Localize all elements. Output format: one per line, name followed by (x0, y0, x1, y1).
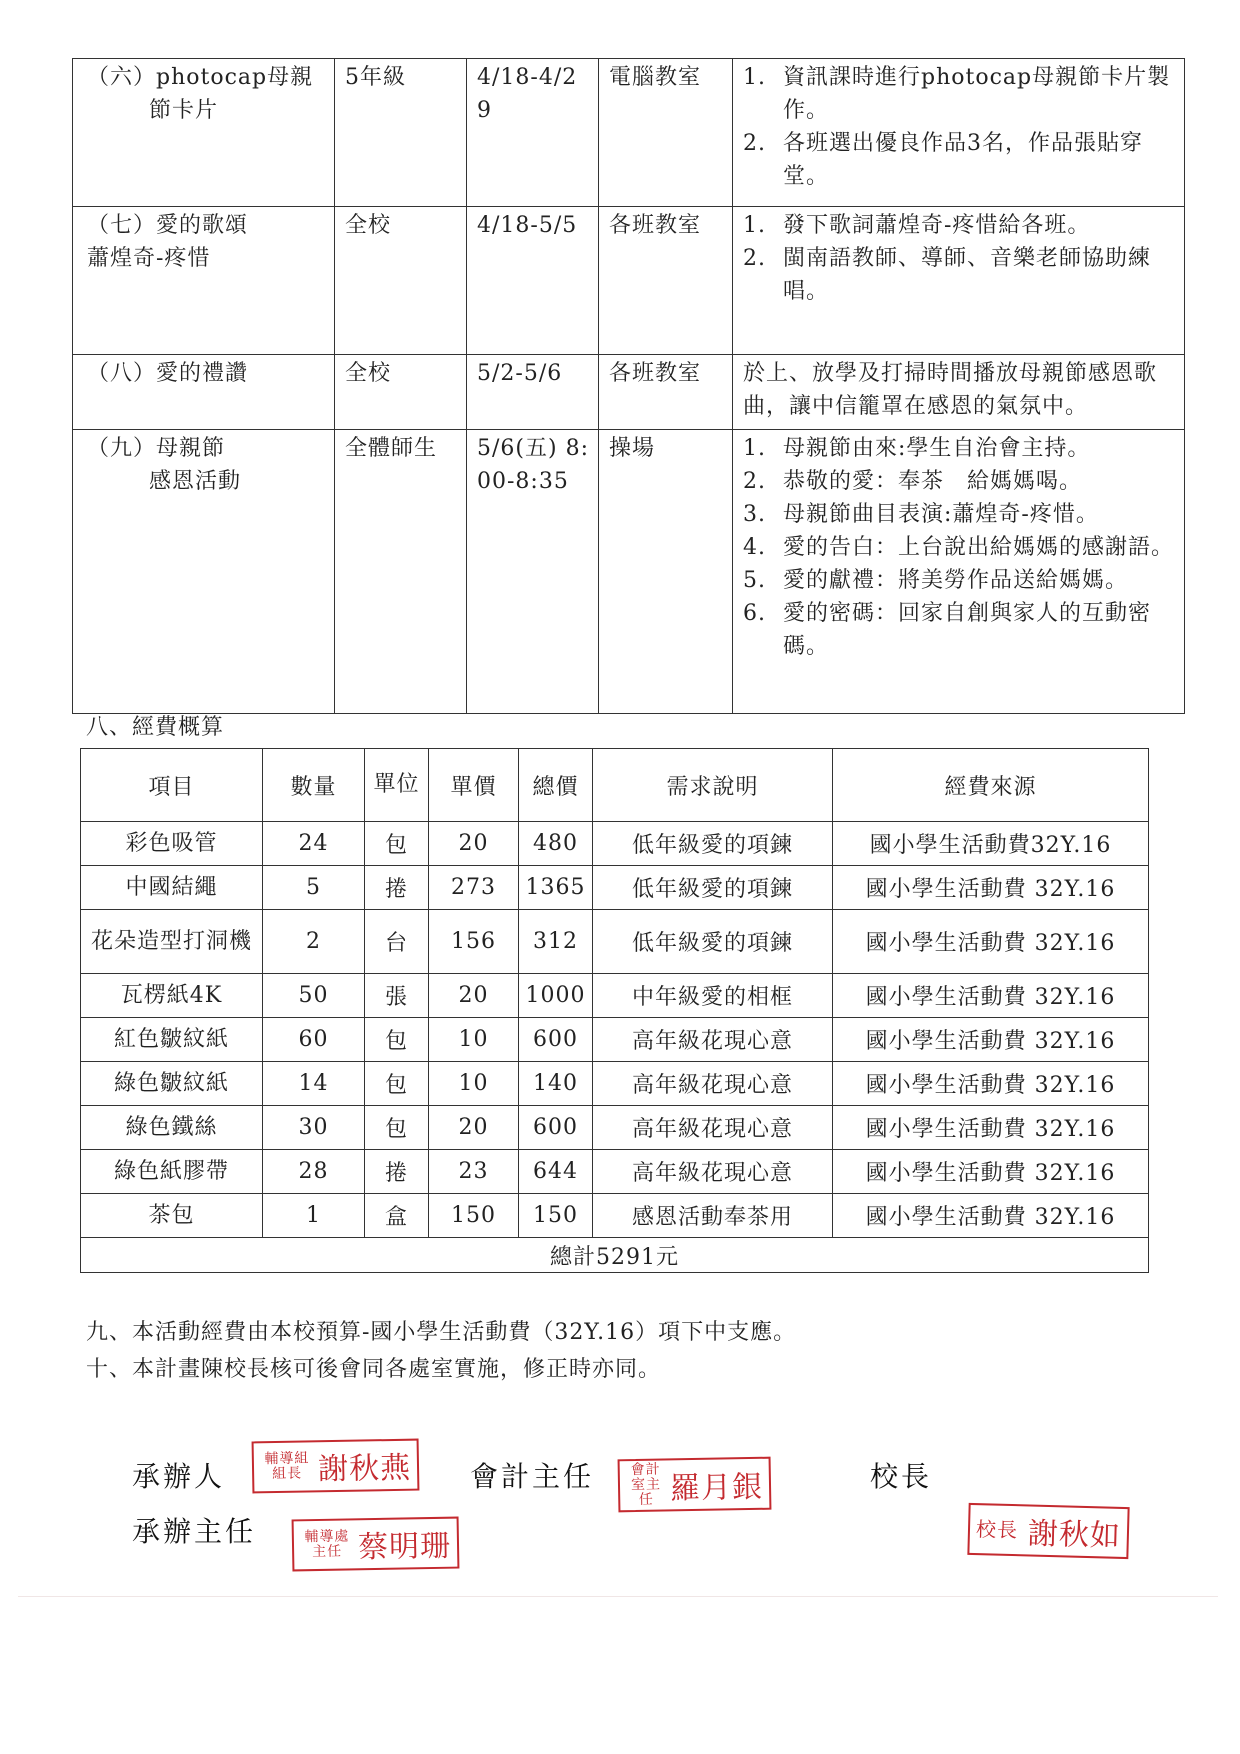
activity-details (733, 59, 1185, 207)
detail-item (743, 597, 1176, 663)
detail-num: 1. (743, 213, 766, 238)
activity-name (73, 355, 335, 430)
budget-item: 綠色鐵絲 (81, 1106, 263, 1150)
detail-num: 5. (743, 568, 766, 593)
budget-row (81, 866, 1149, 910)
detail-text: 愛的密碼：回家自創與家人的互動密碼。 (783, 601, 1152, 659)
budget-source: 國小學生活動費 32Y.16 (833, 910, 1149, 974)
budget-price: 10 (429, 1018, 519, 1062)
budget-qty: 28 (263, 1150, 365, 1194)
activity-details (733, 430, 1185, 714)
activity-grade: 5年級 (335, 59, 467, 207)
activity-row (73, 207, 1185, 355)
budget-total-price: 600 (519, 1106, 593, 1150)
handler-stamp-title: 輔導組組長 (264, 1450, 310, 1483)
detail-num: 1. (743, 436, 766, 461)
activity-place: 電腦教室 (599, 59, 733, 207)
budget-purpose: 低年級愛的項鍊 (593, 822, 833, 866)
activity-row (73, 430, 1185, 714)
budget-price: 20 (429, 1106, 519, 1150)
activity-name-line1: （六）photocap母親 (87, 65, 314, 90)
principal-stamp-title: 校長 (975, 1516, 1019, 1542)
activity-name-line1: （七）愛的歌頌 (87, 213, 249, 238)
activity-name-line1: （八）愛的禮讚 (87, 361, 249, 386)
activity-details (733, 207, 1185, 355)
budget-row (81, 1062, 1149, 1106)
budget-purpose: 低年級愛的項鍊 (593, 866, 833, 910)
budget-col-item: 項目 (81, 749, 263, 822)
budget-purpose: 中年級愛的相框 (593, 974, 833, 1018)
activity-date: 4/18-5/5 (467, 207, 599, 355)
detail-text: 閩南語教師、導師、音樂老師協助練唱。 (783, 246, 1152, 304)
activity-name-line1: （九）母親節 (87, 436, 226, 461)
budget-item: 茶包 (81, 1194, 263, 1238)
budget-qty: 50 (263, 974, 365, 1018)
activity-place: 各班教室 (599, 207, 733, 355)
detail-text: 愛的告白：上台說出給媽媽的感謝語。 (783, 535, 1175, 560)
activity-place: 各班教室 (599, 355, 733, 430)
budget-source: 國小學生活動費 32Y.16 (833, 1106, 1149, 1150)
activity-name-line2: 蕭煌奇-疼惜 (87, 246, 211, 271)
activity-name (73, 430, 335, 714)
budget-total-price: 150 (519, 1194, 593, 1238)
budget-item: 綠色皺紋紙 (81, 1062, 263, 1106)
budget-total-price: 644 (519, 1150, 593, 1194)
budget-heading: 八、經費概算 (86, 715, 225, 740)
budget-col-total: 總價 (519, 749, 593, 822)
budget-source: 國小學生活動費32Y.16 (833, 822, 1149, 866)
budget-unit: 包 (365, 822, 429, 866)
activity-name (73, 59, 335, 207)
activity-date: 4/18-4/29 (467, 59, 599, 207)
supervisor-stamp (292, 1517, 460, 1572)
budget-qty: 1 (263, 1194, 365, 1238)
budget-price: 23 (429, 1150, 519, 1194)
detail-text: 各班選出優良作品3名，作品張貼穿堂。 (783, 131, 1143, 189)
budget-row (81, 974, 1149, 1018)
budget-total-price: 1000 (519, 974, 593, 1018)
budget-item: 中國結繩 (81, 866, 263, 910)
budget-row (81, 1194, 1149, 1238)
budget-unit: 包 (365, 1106, 429, 1150)
budget-col-qty: 數量 (263, 749, 365, 822)
budget-source: 國小學生活動費 32Y.16 (833, 974, 1149, 1018)
budget-total-price: 140 (519, 1062, 593, 1106)
budget-row (81, 1150, 1149, 1194)
budget-row (81, 1018, 1149, 1062)
accounting-stamp (618, 1457, 772, 1513)
budget-col-unit: 單位 (365, 749, 429, 822)
handler-stamp (252, 1439, 420, 1494)
budget-source: 國小學生活動費 32Y.16 (833, 1150, 1149, 1194)
detail-text: 發下歌詞蕭煌奇-疼惜給各班。 (783, 213, 1091, 238)
detail-text: 母親節由來:學生自治會主持。 (783, 436, 1091, 461)
principal-stamp (967, 1503, 1129, 1559)
detail-num: 6. (743, 601, 766, 626)
detail-text: 資訊課時進行photocap母親節卡片製作。 (783, 65, 1171, 123)
handler-stamp-name: 謝秋燕 (317, 1450, 412, 1488)
detail-item (743, 564, 1176, 597)
activity-date: 5/6(五) 8:00-8:35 (467, 430, 599, 714)
budget-total-price: 312 (519, 910, 593, 974)
detail-num: 4. (743, 535, 766, 560)
budget-item: 紅色皺紋紙 (81, 1018, 263, 1062)
detail-item (743, 498, 1176, 531)
detail-text: 愛的獻禮：將美勞作品送給媽媽。 (783, 568, 1129, 593)
budget-total: 總計5291元 (81, 1238, 1149, 1273)
accounting-stamp-title: 會計室主任 (630, 1461, 662, 1508)
supervisor-stamp-name: 蔡明珊 (357, 1528, 452, 1566)
budget-source: 國小學生活動費 32Y.16 (833, 1018, 1149, 1062)
activity-name-line2: 節卡片 (149, 98, 219, 123)
budget-total-price: 600 (519, 1018, 593, 1062)
budget-price: 20 (429, 974, 519, 1018)
detail-text: 恭敬的愛：奉茶 給媽媽喝。 (783, 469, 1083, 494)
budget-qty: 24 (263, 822, 365, 866)
budget-purpose: 高年級花現心意 (593, 1062, 833, 1106)
activity-row (73, 59, 1185, 207)
detail-item (743, 127, 1176, 193)
detail-num: 1. (743, 65, 766, 90)
budget-row (81, 1106, 1149, 1150)
budget-unit: 捲 (365, 1150, 429, 1194)
budget-total-price: 1365 (519, 866, 593, 910)
budget-purpose: 高年級花現心意 (593, 1150, 833, 1194)
budget-item: 綠色紙膠帶 (81, 1150, 263, 1194)
budget-item: 瓦楞紙4K (81, 974, 263, 1018)
activity-grade: 全校 (335, 355, 467, 430)
supervisor-stamp-title: 輔導處主任 (304, 1528, 350, 1561)
budget-item: 花朵造型打洞機 (81, 910, 263, 974)
budget-qty: 5 (263, 866, 365, 910)
budget-qty: 30 (263, 1106, 365, 1150)
activity-grade: 全體師生 (335, 430, 467, 714)
note-nine: 九、本活動經費由本校預算-國小學生活動費（32Y.16）項下中支應。 (86, 1320, 797, 1345)
activity-name (73, 207, 335, 355)
detail-num: 2. (743, 246, 766, 271)
budget-unit: 包 (365, 1062, 429, 1106)
budget-table (80, 748, 1149, 1273)
budget-header-row (81, 749, 1149, 822)
activity-details: 於上、放學及打掃時間播放母親節感恩歌曲，讓中信籠罩在感恩的氣氛中。 (733, 355, 1185, 430)
supervisor-label: 承辦主任 (132, 1515, 257, 1548)
budget-purpose: 高年級花現心意 (593, 1106, 833, 1150)
budget-qty: 14 (263, 1062, 365, 1106)
budget-unit: 包 (365, 1018, 429, 1062)
budget-price: 273 (429, 866, 519, 910)
budget-col-purpose: 需求說明 (593, 749, 833, 822)
activity-place: 操場 (599, 430, 733, 714)
activity-name-line2: 感恩活動 (149, 469, 242, 494)
handler-label: 承辦人 (132, 1460, 226, 1493)
budget-qty: 2 (263, 910, 365, 974)
budget-price: 156 (429, 910, 519, 974)
budget-purpose: 低年級愛的項鍊 (593, 910, 833, 974)
budget-source: 國小學生活動費 32Y.16 (833, 1194, 1149, 1238)
accounting-stamp-name: 羅月銀 (669, 1469, 764, 1506)
budget-unit: 張 (365, 974, 429, 1018)
activity-grade: 全校 (335, 207, 467, 355)
detail-item (743, 61, 1176, 127)
detail-text: 母親節曲目表演:蕭煌奇-疼惜。 (783, 502, 1099, 527)
detail-num: 2. (743, 469, 766, 494)
activity-date: 5/2-5/6 (467, 355, 599, 430)
budget-unit: 盒 (365, 1194, 429, 1238)
budget-row (81, 822, 1149, 866)
accounting-label: 會計主任 (470, 1460, 595, 1493)
budget-price: 10 (429, 1062, 519, 1106)
budget-unit: 捲 (365, 866, 429, 910)
budget-total-price: 480 (519, 822, 593, 866)
budget-source: 國小學生活動費 32Y.16 (833, 1062, 1149, 1106)
activity-row (73, 355, 1185, 430)
detail-num: 3. (743, 502, 766, 527)
detail-item (743, 531, 1176, 564)
budget-price: 20 (429, 822, 519, 866)
budget-total-row (81, 1238, 1149, 1273)
activity-table (72, 58, 1185, 714)
note-ten: 十、本計畫陳校長核可後會同各處室實施，修正時亦同。 (86, 1357, 662, 1382)
budget-col-source: 經費來源 (833, 749, 1149, 822)
budget-price: 150 (429, 1194, 519, 1238)
detail-item (743, 465, 1176, 498)
budget-row (81, 910, 1149, 974)
principal-stamp-name: 謝秋如 (1027, 1516, 1122, 1554)
budget-col-price: 單價 (429, 749, 519, 822)
principal-label: 校長 (870, 1460, 933, 1493)
budget-qty: 60 (263, 1018, 365, 1062)
scan-edge-line (18, 1596, 1218, 1597)
detail-item (743, 209, 1176, 242)
budget-unit: 台 (365, 910, 429, 974)
budget-item: 彩色吸管 (81, 822, 263, 866)
detail-item (743, 242, 1176, 308)
budget-purpose: 高年級花現心意 (593, 1018, 833, 1062)
budget-purpose: 感恩活動奉茶用 (593, 1194, 833, 1238)
budget-source: 國小學生活動費 32Y.16 (833, 866, 1149, 910)
detail-item (743, 432, 1176, 465)
detail-num: 2. (743, 131, 766, 156)
